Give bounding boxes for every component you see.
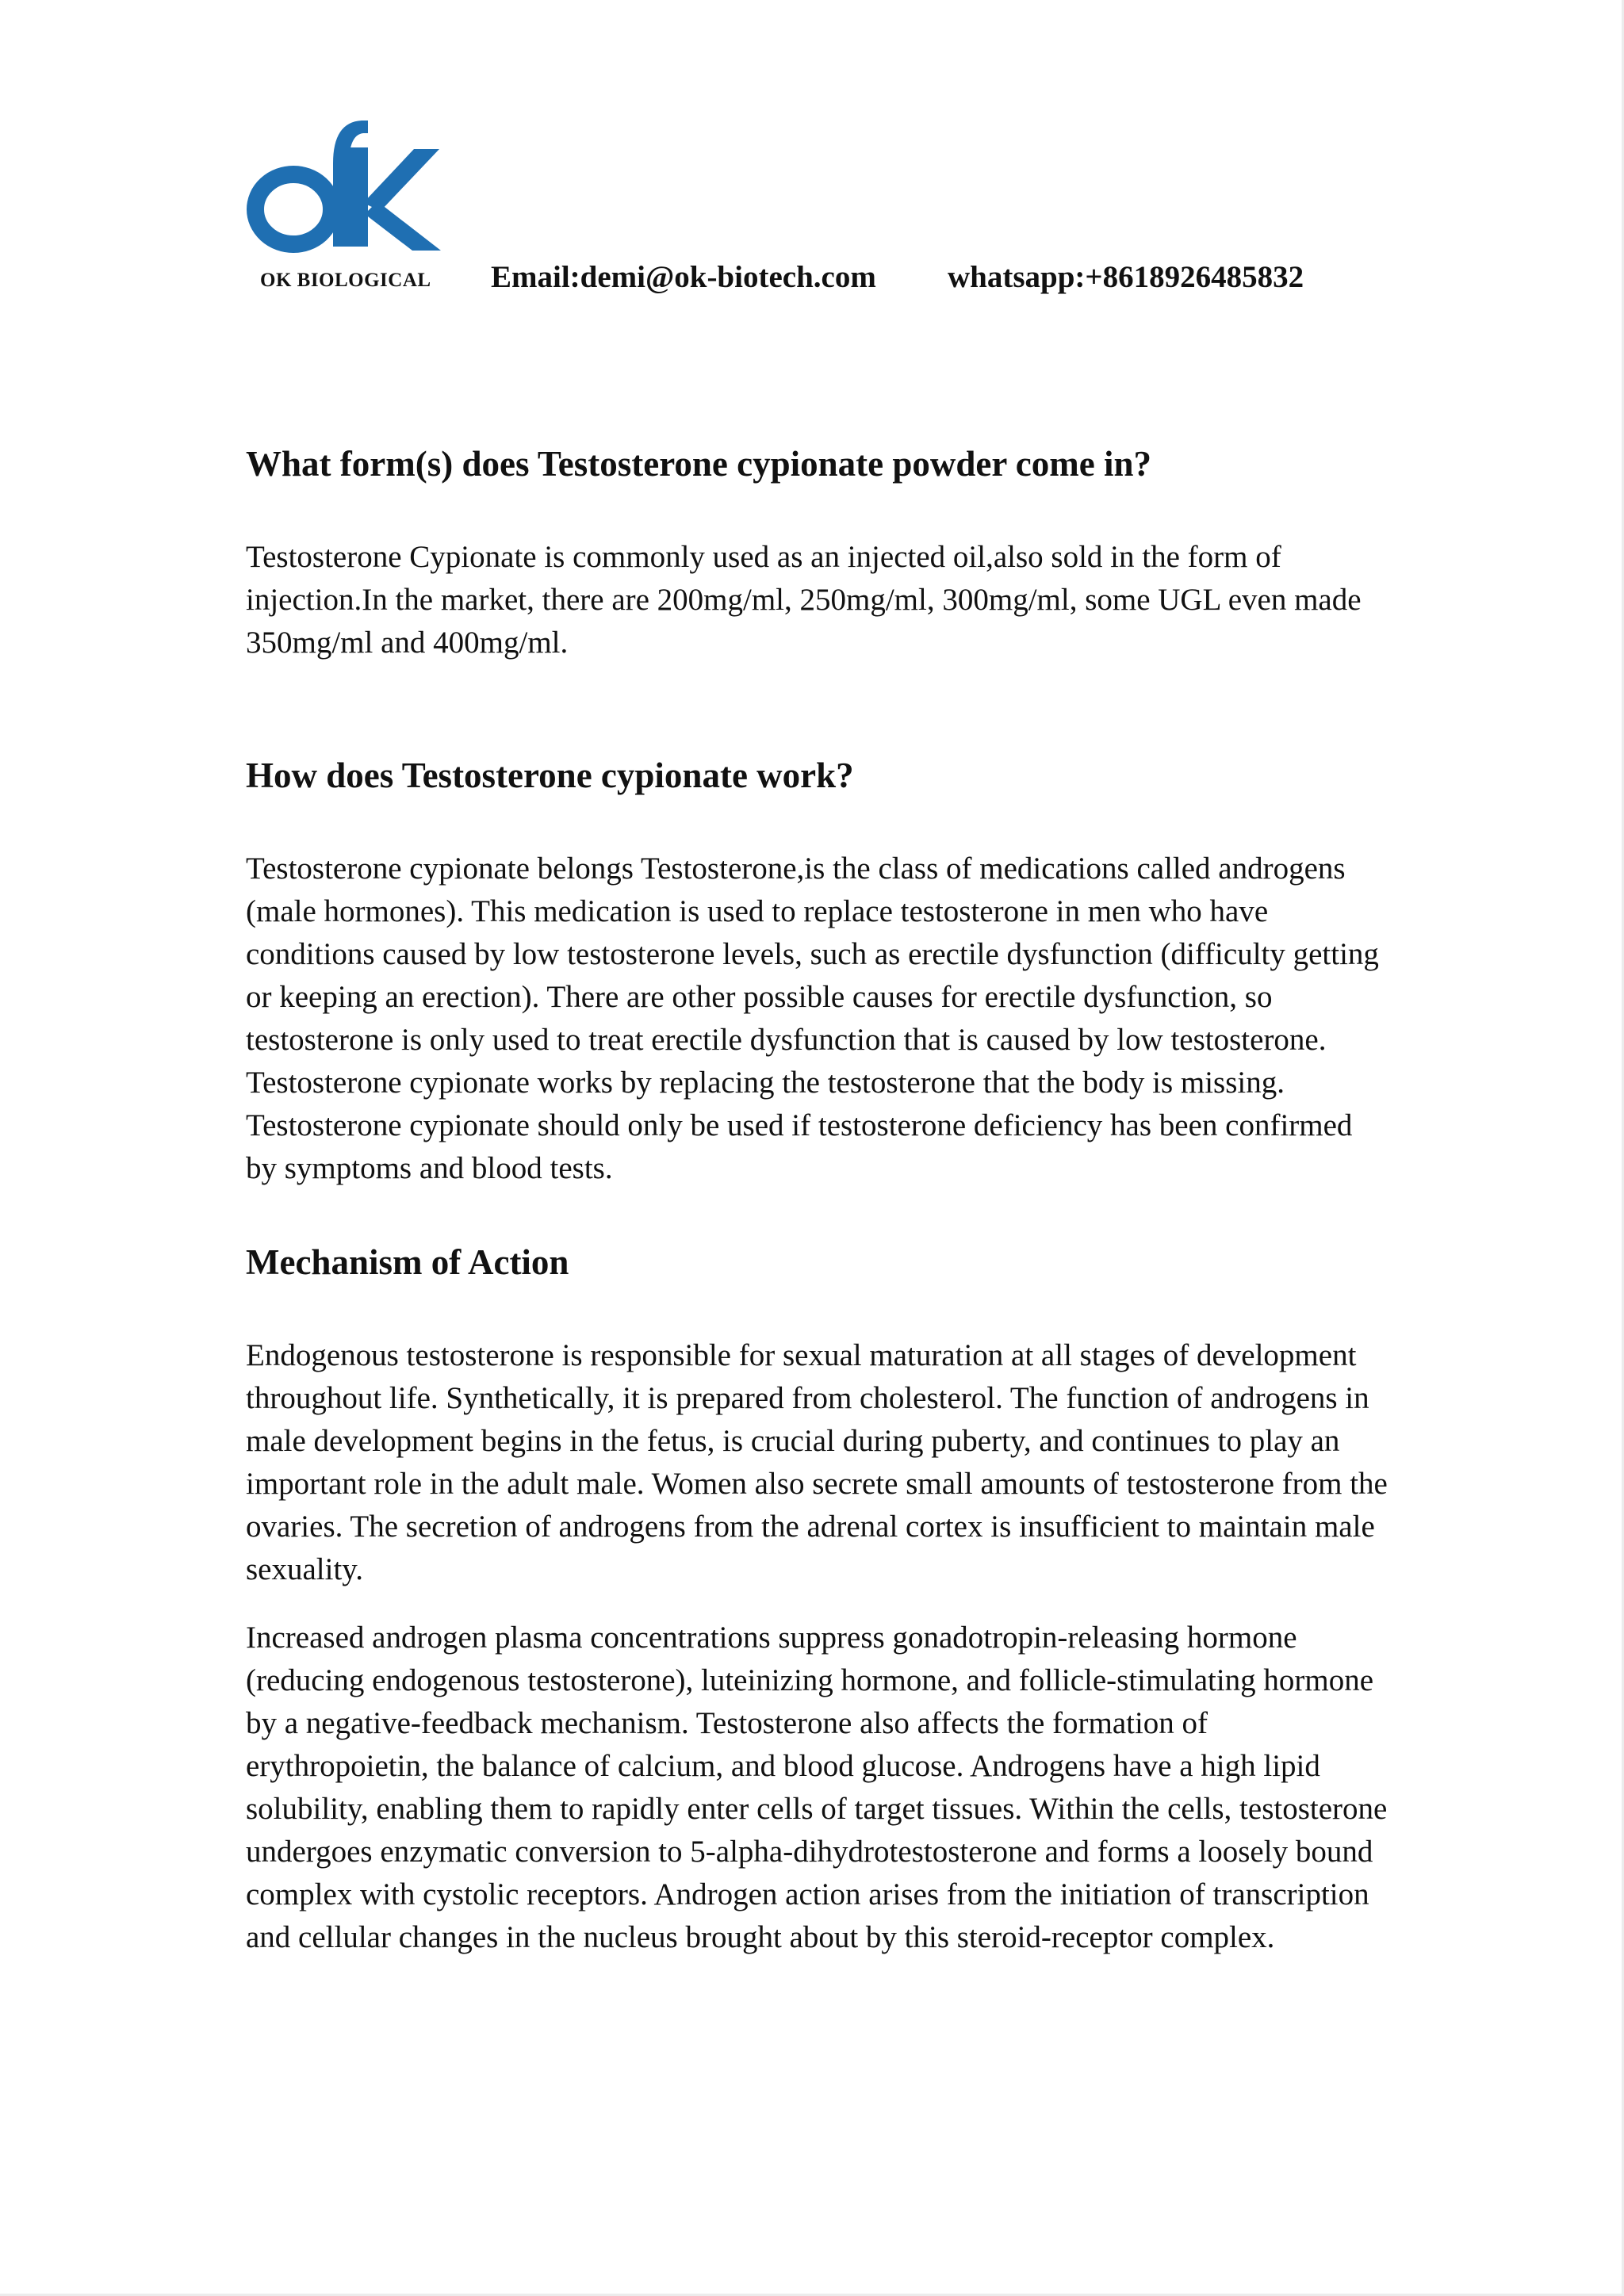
section-heading: Mechanism of Action (246, 1242, 569, 1282)
ok-biological-logo (244, 116, 442, 291)
section-paragraph: Endogenous testosterone is responsible for sexual maturation at all stages of development throughout life. Synthetically, it is prepared from cholesterol. The function of androgens in male development begins in the fetus, is crucial during puberty, and continues to play an important role in the adult male. Women also secrete small amounts of testosterone from the ovaries. The secretion of androgens from the adrenal cortex is insufficient to maintain male sexuality. (246, 1338, 1388, 1586)
contact-whatsapp[interactable]: whatsapp:+8618926485832 (948, 260, 1304, 294)
section-paragraph: Increased androgen plasma concentrations suppress gonadotropin-releasing hormone (reducing endogenous testosterone), luteinizing hormone, and follicle-stimulating hormone by a negative-feedback mechanism. Testosterone also affects the formation of erythropoietin, the balance of calcium, and blood glucose. Androgens have a high lipid solubility, enabling them to rapidly enter cells of target tissues. Within the cells, testosterone undergoes enzymatic conversion to 5-alpha-dihydrotestosterone and forms a loosely bound complex with cystolic receptors. Androgen action arises from the initiation of transcription and cellular changes in the nucleus brought about by this steroid-receptor complex. (246, 1621, 1388, 1954)
section-paragraph: Testosterone Cypionate is commonly used as an injected oil,also sold in the form of injection.In the market, there are 200mg/ml, 250mg/ml, 300mg/ml, some UGL even made 350mg/ml and 400mg/ml. (246, 540, 1362, 660)
section-paragraph: Testosterone cypionate belongs Testosterone,is the class of medications called androgens (male hormones). This medication is used to replace testosterone in men who have conditions caused by low testosterone levels, such as erectile dysfunction (difficulty getting or keeping an erection). There are other possible causes for erectile dysfunction, so testosterone is only used to treat erectile dysfunction that is caused by low testosterone. (246, 851, 1379, 1057)
document-body (246, 440, 1388, 1959)
logo-caption: OK BIOLOGICAL (260, 270, 431, 291)
section-heading: How does Testosterone cypionate work? (246, 756, 854, 795)
section-paragraph: Testosterone cypionate works by replacing the testosterone that the body is missing. Testosterone cypionate should only be used if testosterone deficiency has been confirmed by symptoms and blood tests. (246, 1066, 1353, 1185)
section-how-it-works (246, 752, 1388, 1190)
section-mechanism-of-action (246, 1238, 1388, 1959)
ak-monogram-logo-icon (244, 116, 442, 265)
section-forms (246, 440, 1388, 664)
contact-email[interactable]: Email:demi@ok-biotech.com (491, 260, 876, 294)
section-heading: What form(s) does Testosterone cypionate powder come in? (246, 444, 1152, 484)
